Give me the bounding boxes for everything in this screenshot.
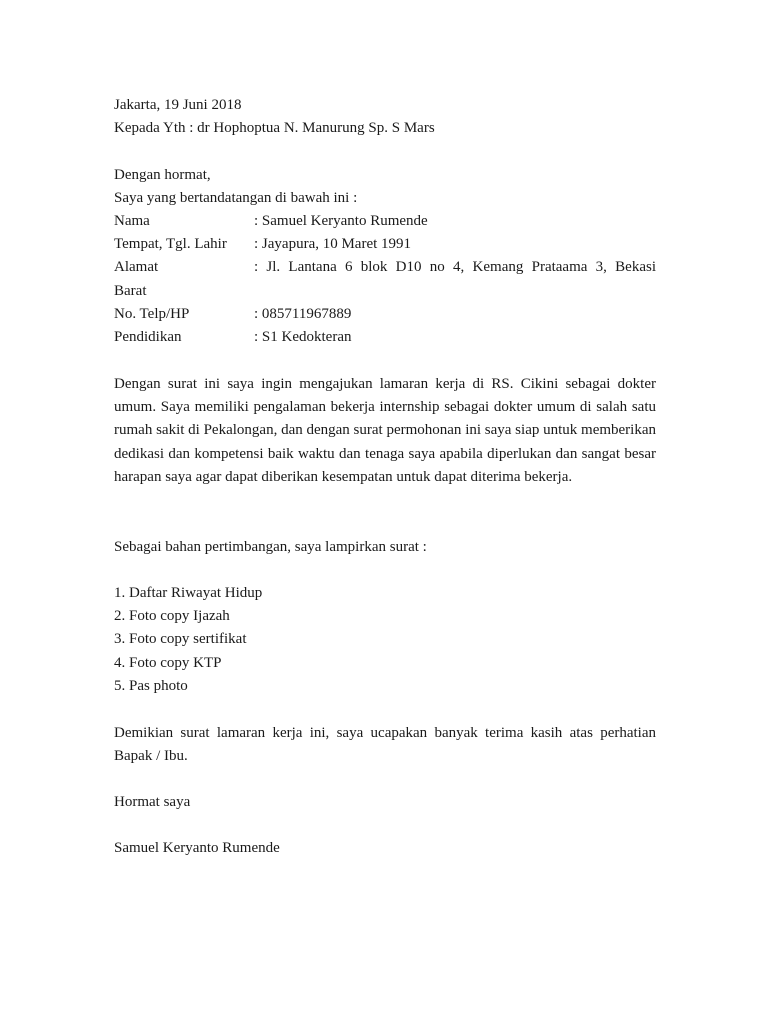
list-item: 1. Daftar Riwayat Hidup: [114, 585, 263, 601]
telp-label: No. Telp/HP: [114, 305, 190, 322]
list-item: 5. Pas photo: [114, 677, 188, 694]
place-date: Jakarta, 19 Juni 2018: [114, 97, 242, 113]
alamat-label: Alamat: [114, 259, 159, 276]
applicant-details: [114, 210, 656, 349]
regards: Hormat saya: [114, 794, 191, 810]
ttl-label: Tempat, Tgl. Lahir: [114, 236, 227, 253]
pendidikan-value: : S1 Kedokteran: [254, 328, 352, 345]
alamat-value-line1: : Jl. Lantana 6 blok D10 no 4, Kemang Prataama 3, Bekasi: [254, 259, 656, 276]
signer-name: Samuel Keryanto Rumende: [114, 840, 280, 856]
letter-header: [114, 94, 656, 140]
nama-value: : Samuel Keryanto Rumende: [254, 213, 428, 229]
list-item: 2. Foto copy Ijazah: [114, 608, 230, 625]
attachments-intro: Sebagai bahan pertimbangan, saya lampirkan surat :: [114, 539, 427, 555]
list-item: 4. Foto copy KTP: [114, 654, 222, 671]
nama-label: Nama: [114, 213, 150, 229]
telp-value: : 085711967889: [254, 305, 352, 322]
field-telp: [114, 303, 656, 326]
field-pendidikan: [114, 326, 656, 349]
closing-paragraph: Demikian surat lamaran kerja ini, saya ucapakan banyak terima kasih atas perhatian Bapak / Ibu.: [114, 725, 656, 765]
pendidikan-label: Pendidikan: [114, 328, 182, 345]
field-alamat: [114, 256, 656, 279]
list-item: 3. Foto copy sertifikat: [114, 631, 247, 648]
recipient: Kepada Yth : dr Hophoptua N. Manurung Sp. S Mars: [114, 120, 435, 137]
attachments-list: [114, 582, 656, 698]
ttl-value: : Jayapura, 10 Maret 1991: [254, 236, 412, 253]
opening: [114, 164, 656, 210]
greeting: Dengan hormat,: [114, 167, 211, 183]
alamat-value-line2: Barat: [114, 282, 147, 299]
field-alamat-continued: [114, 280, 656, 303]
body-paragraph: Dengan surat ini saya ingin mengajukan lamaran kerja di RS. Cikini sebagai dokter umum. Saya memiliki pengalaman bekerja internship sebagai dokter umum di salah satu rumah sakit di Pekalongan, dan dengan surat permohonan ini saya siap untuk memberikan dedikasi dan kompetensi baik waktu dan tenaga saya apabila diperlukan dan sangat besar harapan saya agar dapat diberikan kesempatan untuk dapat diterima bekerja.: [114, 376, 656, 485]
intro-line: Saya yang bertandatangan di bawah ini :: [114, 190, 358, 207]
field-nama: [114, 210, 656, 233]
field-ttl: [114, 233, 656, 256]
